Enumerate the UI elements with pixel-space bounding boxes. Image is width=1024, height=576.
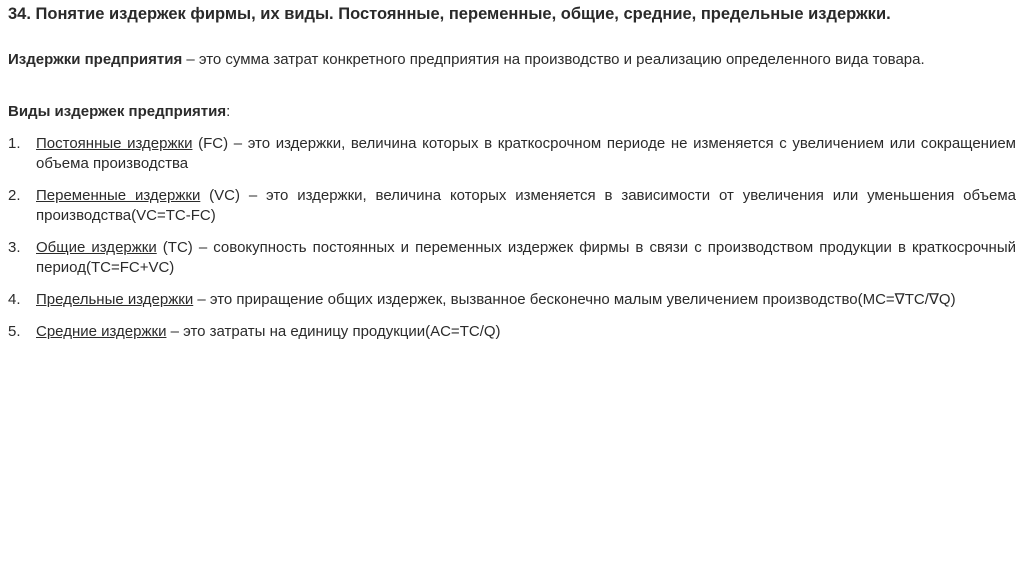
list-item-number: 2. [8, 187, 21, 204]
definition-paragraph [8, 50, 1014, 70]
list-item-marginal-costs [8, 290, 1016, 310]
list-item-term: Средние издержки [36, 323, 167, 340]
slide-title: 34. Понятие издержек фирмы, их виды. Постоянные, переменные, общие, средние, предельные издержки. [8, 5, 891, 23]
list-item-fixed-costs [8, 134, 1016, 174]
list-item-number: 4. [8, 291, 21, 308]
definition-text: – это сумма затрат конкретного предприятия на производство и реализацию определенного вида товара. [182, 51, 925, 68]
list-item-text: (VC) – это издержки, величина которых изменяется в зависимости от увеличения или уменьшения объема производства(VC=TC-FC) [36, 187, 1016, 224]
list-item-text: (FC) – это издержки, величина которых в краткосрочном периоде не изменяется с увеличением или сокращением объема производства [36, 135, 1016, 172]
types-heading [8, 102, 230, 122]
list-item-number: 1. [8, 135, 21, 152]
definition-term: Издержки предприятия [8, 51, 183, 68]
list-item-term: Предельные издержки [36, 291, 194, 308]
list-item-term: Переменные издержки [36, 187, 201, 204]
list-item-number: 5. [8, 323, 21, 340]
types-heading-colon: : [226, 103, 231, 120]
list-item-total-costs [8, 238, 1016, 278]
list-item-average-costs [8, 322, 1016, 342]
list-item-term: Постоянные издержки [36, 135, 193, 152]
list-item-text: – это приращение общих издержек, вызванное бесконечно малым увеличением производство(MC=∇TC/∇Q) [193, 291, 956, 308]
types-heading-label: Виды издержек предприятия [8, 103, 227, 120]
list-item-term: Общие издержки [36, 239, 157, 256]
list-item-variable-costs [8, 186, 1016, 226]
list-item-text: – это затраты на единицу продукции(AC=TC/Q) [166, 323, 501, 340]
list-item-text: (TC) – совокупность постоянных и переменных издержек фирмы в связи с производством продукции в краткосрочный период(TC=FC+VC) [36, 239, 1016, 276]
list-item-number: 3. [8, 239, 21, 256]
cost-types-list [8, 134, 1016, 354]
